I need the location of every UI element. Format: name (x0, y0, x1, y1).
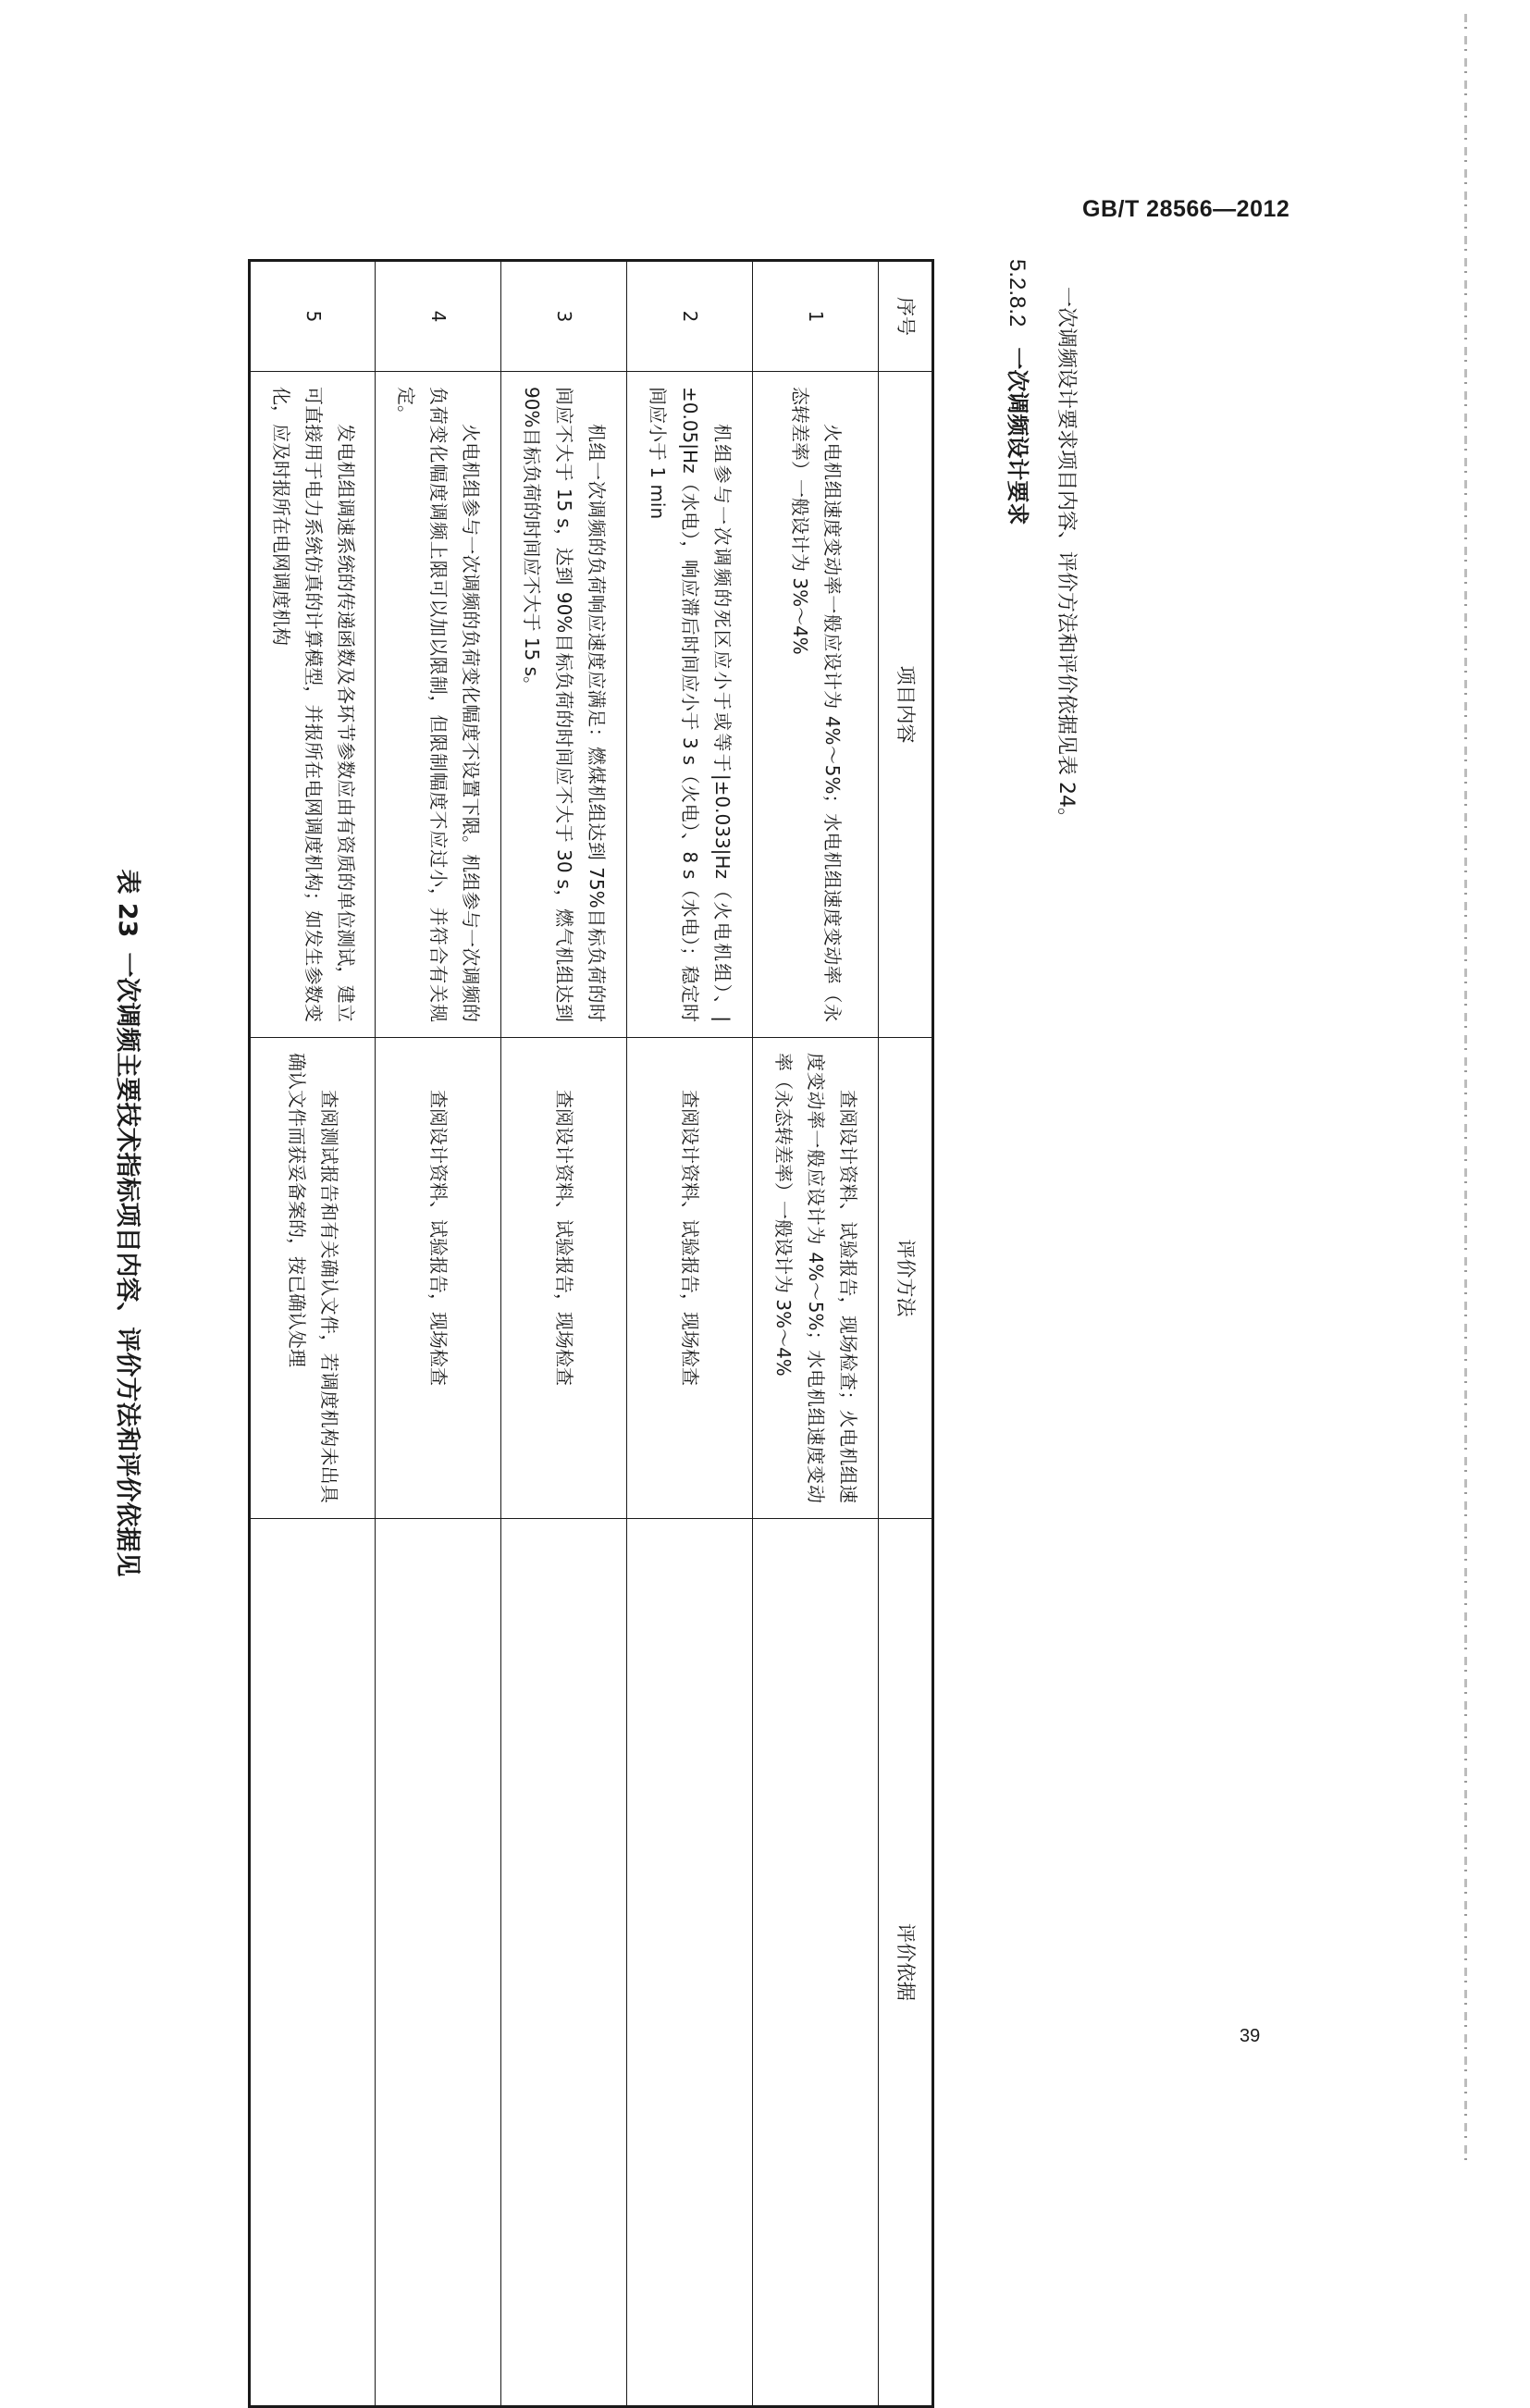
row-basis (376, 1519, 501, 2407)
table-caption-title: 一次调频主要技术指标项目内容、评价方法和评价依据见 (113, 952, 142, 1577)
scan-edge-artifact (1464, 14, 1467, 2160)
row-number: 2 (627, 261, 753, 372)
row-number: 1 (753, 261, 879, 372)
evaluation-table (248, 259, 934, 2408)
table-row (250, 261, 376, 2407)
row-content: 机组一次调频的负荷响应速度应满足：燃煤机组达到 75%目标负荷的时间应不大于 15 s，达到 90%目标负荷的时间应不大于 30 s，燃气机组达到 90%目标负荷的时间应不大于 15 s。 (501, 372, 627, 1038)
section-number: 5.2.8.2 (1005, 259, 1030, 327)
row-method: 查阅设计资料、试验报告，现场检查；火电机组速度变动率一般应设计为 4%～5%；水电机组速度变动率（永态转差率）一般设计为 3%～4% (753, 1038, 879, 1519)
row-basis (627, 1519, 753, 2407)
row-content: 发电机组调速系统的传递函数及各环节参数应由有资质的单位测试，建立可直接用于电力系统仿真的计算模型，并报所在电网调度机构；如发生参数变化，应及时报所在电网调度机构 (250, 372, 376, 1038)
rotated-content (28, 65, 1078, 2396)
row-basis (250, 1519, 376, 2407)
section-heading (1004, 259, 1036, 525)
column-header-content: 项目内容 (879, 372, 933, 1038)
column-header-no: 序号 (879, 261, 933, 372)
table-row (501, 261, 627, 2407)
row-content: 火电机组速度变动率一般应设计为 4%～5%；水电机组速度变动率（永态转差率）一般设计为 3%～4% (753, 372, 879, 1038)
section-text: 一次调频设计要求项目内容、评价方法和评价依据见表 24。 (1055, 287, 1078, 828)
table-caption-number: 表 23 (113, 869, 142, 938)
row-method: 查阅设计资料、试验报告，现场检查 (501, 1038, 627, 1519)
row-number: 3 (501, 261, 627, 372)
row-content: 机组参与一次调频的死区应小于或等于|±0.033|Hz（火电机组）、|±0.05|Hz（水电），响应滞后时间应小于 3 s（火电）、8 s（水电）；稳定时间应小于 1 min (627, 372, 753, 1038)
standard-code: GB/T 28566—2012 (1082, 196, 1290, 222)
column-header-basis: 评价依据 (879, 1519, 933, 2407)
table-row (376, 261, 501, 2407)
column-header-method: 评价方法 (879, 1038, 933, 1519)
row-basis (501, 1519, 627, 2407)
row-number: 5 (250, 261, 376, 372)
row-method: 查阅设计资料、试验报告，现场检查 (627, 1038, 753, 1519)
table-header-row (879, 261, 933, 2407)
row-method: 查阅设计资料、试验报告，现场检查 (376, 1038, 501, 1519)
page-number: 39 (1240, 2026, 1261, 2046)
row-number: 4 (376, 261, 501, 372)
table-caption (112, 65, 148, 2396)
row-basis (753, 1519, 879, 2407)
row-method: 查阅测试报告和有关确认文件，若调度机构未出具确认文件而获妥备案的，按已确认处理 (250, 1038, 376, 1519)
section-title: 一次调频设计要求 (1005, 347, 1030, 525)
table-row (753, 261, 879, 2407)
table-row (627, 261, 753, 2407)
row-content: 火电机组参与一次调频的负荷变化幅度不设置下限。机组参与一次调频的负荷变化幅度调频上限可以加以限制，但限制幅度不应过小，并符合有关规定。 (376, 372, 501, 1038)
